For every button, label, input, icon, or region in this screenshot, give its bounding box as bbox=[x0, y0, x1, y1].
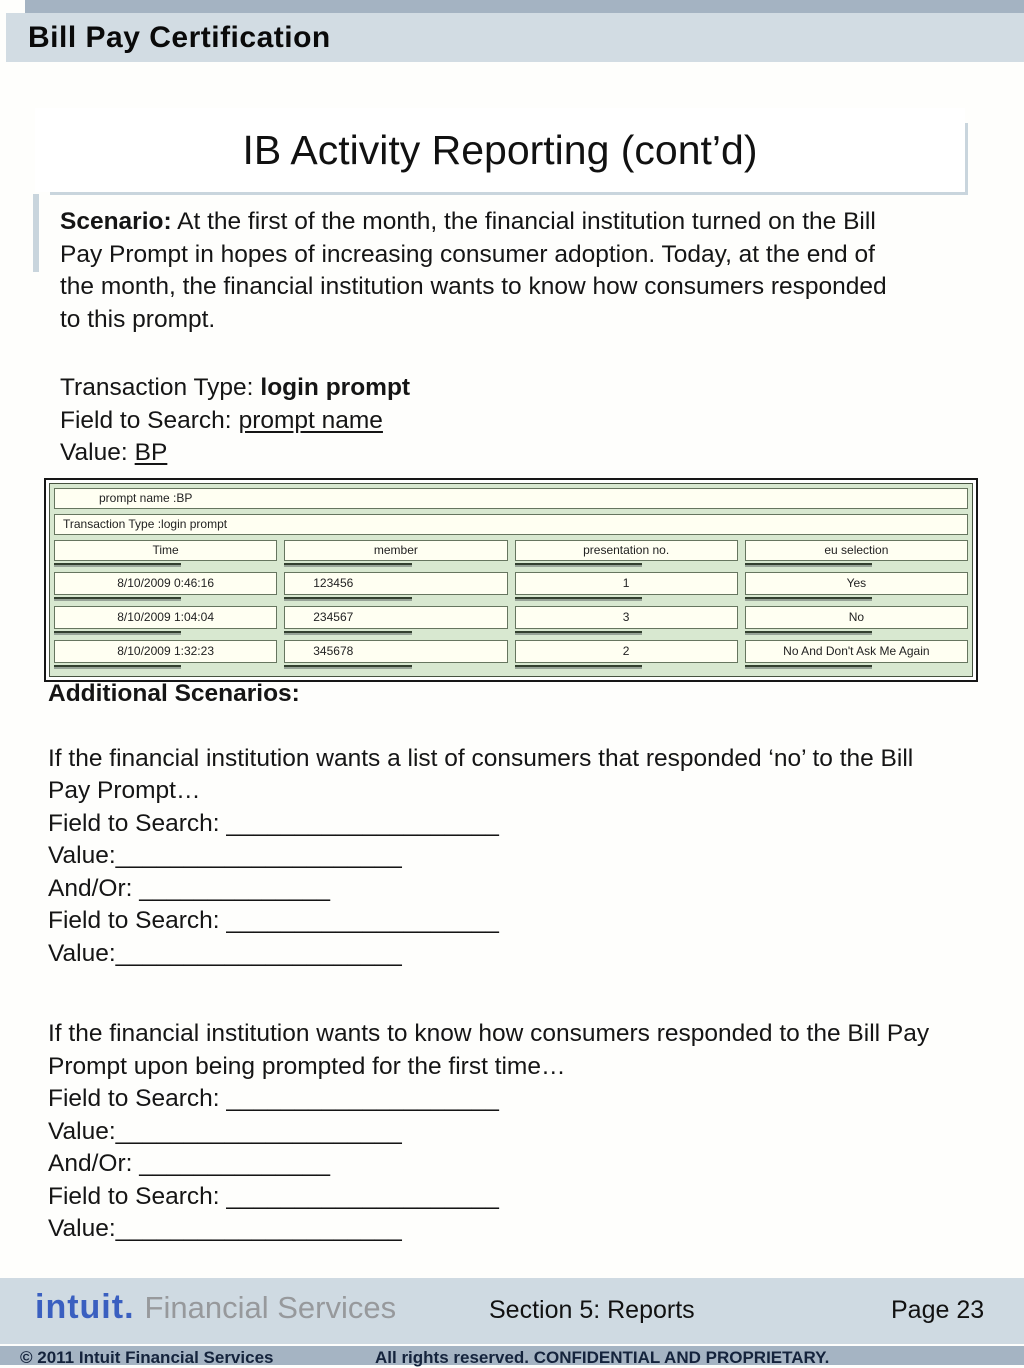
value-line: Value: BP bbox=[60, 439, 168, 466]
cell-underline bbox=[515, 563, 642, 567]
column-header-eu-selection: eu selection bbox=[745, 540, 968, 561]
report-table bbox=[44, 478, 978, 682]
cell-member: 123456 bbox=[284, 572, 507, 595]
paragraph-line: If the financial institution wants a list of consumers that responded ‘no’ to the Bill bbox=[48, 744, 914, 772]
cell-underline bbox=[284, 597, 411, 601]
paragraph-line: If the financial institution wants to know how consumers responded to the Bill Pay bbox=[48, 1020, 930, 1047]
blank-line-value: Value:_____________________ bbox=[48, 1117, 402, 1145]
financial-services-text: Financial Services bbox=[144, 1290, 397, 1325]
cell-underline bbox=[515, 597, 642, 601]
footer-page-number: Page 23 bbox=[891, 1296, 985, 1324]
copyright-strip bbox=[0, 1346, 1024, 1365]
cell-underline bbox=[745, 631, 872, 635]
blank-line-value: Value:_____________________ bbox=[48, 842, 402, 869]
scenario-block bbox=[60, 206, 980, 470]
deck-title: Bill Pay Certification bbox=[28, 21, 331, 54]
additional-scenarios bbox=[48, 678, 1008, 1246]
cell-eu-selection: Yes bbox=[745, 572, 968, 595]
table-row bbox=[54, 640, 968, 669]
rights-text: All rights reserved. CONFIDENTIAL AND PROPRIETARY. bbox=[375, 1348, 830, 1367]
cell-underline bbox=[284, 631, 411, 635]
cell-underline bbox=[745, 597, 872, 601]
blank-line-and-or: And/Or: ______________ bbox=[48, 1150, 330, 1177]
paragraph-line: Pay Prompt… bbox=[48, 777, 201, 804]
copyright-text: © 2011 Intuit Financial Services bbox=[20, 1348, 274, 1367]
cell-eu-selection: No bbox=[745, 606, 968, 629]
table-header-row bbox=[54, 540, 968, 567]
scenario-line: the month, the financial institution wants to know how consumers responded bbox=[60, 273, 887, 300]
cell-underline bbox=[515, 631, 642, 635]
cell-underline bbox=[515, 665, 642, 669]
cell-time: 8/10/2009 0:46:16 bbox=[54, 572, 277, 595]
report-table-inner bbox=[49, 483, 973, 677]
additional-scenario-1 bbox=[48, 743, 1008, 971]
cell-underline bbox=[284, 563, 411, 567]
scenario-line: Scenario: At the first of the month, the financial institution turned on the Bill bbox=[60, 208, 876, 235]
left-shadow-line bbox=[33, 194, 39, 272]
intuit-brand-text: intuit. bbox=[35, 1288, 135, 1326]
cell-member: 345678 bbox=[284, 640, 507, 663]
additional-scenario-2 bbox=[48, 1018, 1008, 1246]
footer-band bbox=[0, 1278, 1024, 1344]
slide-header-band bbox=[6, 13, 1024, 62]
blank-line-and-or: And/Or: ______________ bbox=[48, 874, 330, 902]
cell-underline bbox=[54, 665, 181, 669]
scenario-label: Scenario: bbox=[60, 208, 172, 235]
transaction-type-line: Transaction Type: login prompt bbox=[60, 374, 411, 401]
cell-presentation-no: 1 bbox=[515, 572, 738, 595]
cell-underline bbox=[54, 597, 181, 601]
cell-underline bbox=[54, 631, 181, 635]
scenario-line: to this prompt. bbox=[60, 305, 216, 333]
cell-presentation-no: 3 bbox=[515, 606, 738, 629]
cell-time: 8/10/2009 1:04:04 bbox=[54, 606, 277, 629]
cell-underline bbox=[54, 563, 181, 567]
table-row bbox=[54, 606, 968, 635]
blank-line-field-to-search: Field to Search: ____________________ bbox=[48, 809, 499, 837]
column-header-member: member bbox=[284, 540, 507, 561]
cell-time: 8/10/2009 1:32:23 bbox=[54, 640, 277, 663]
blank-line-field-to-search: Field to Search: ____________________ bbox=[48, 907, 499, 934]
cell-eu-selection: No And Don't Ask Me Again bbox=[745, 640, 968, 663]
cell-underline bbox=[745, 665, 872, 669]
page-title: IB Activity Reporting (cont’d) bbox=[242, 127, 758, 173]
cell-underline bbox=[284, 665, 411, 669]
column-header-presentation-no: presentation no. bbox=[515, 540, 738, 561]
transaction-type-row: Transaction Type :login prompt bbox=[54, 514, 968, 535]
cell-presentation-no: 2 bbox=[515, 640, 738, 663]
search-criteria bbox=[60, 372, 980, 470]
scenario-line: Pay Prompt in hopes of increasing consumer adoption. Today, at the end of bbox=[60, 240, 875, 268]
prompt-name-row: prompt name :BP bbox=[54, 488, 968, 509]
blank-line-value: Value:_____________________ bbox=[48, 939, 402, 967]
intuit-logo bbox=[35, 1288, 396, 1327]
additional-scenarios-heading: Additional Scenarios: bbox=[48, 680, 300, 707]
cell-member: 234567 bbox=[284, 606, 507, 629]
cell-underline bbox=[745, 563, 872, 567]
blank-line-value: Value:_____________________ bbox=[48, 1215, 402, 1242]
table-row bbox=[54, 572, 968, 601]
footer-section-label: Section 5: Reports bbox=[489, 1296, 695, 1324]
paragraph-line: Prompt upon being prompted for the first time… bbox=[48, 1052, 566, 1080]
column-header-time: Time bbox=[54, 540, 277, 561]
blank-line-field-to-search: Field to Search: ____________________ bbox=[48, 1182, 499, 1210]
slide-title-box bbox=[35, 108, 965, 192]
top-accent-strip bbox=[25, 0, 1024, 13]
field-to-search-line: Field to Search: prompt name bbox=[60, 406, 383, 434]
blank-line-field-to-search: Field to Search: ____________________ bbox=[48, 1085, 499, 1112]
